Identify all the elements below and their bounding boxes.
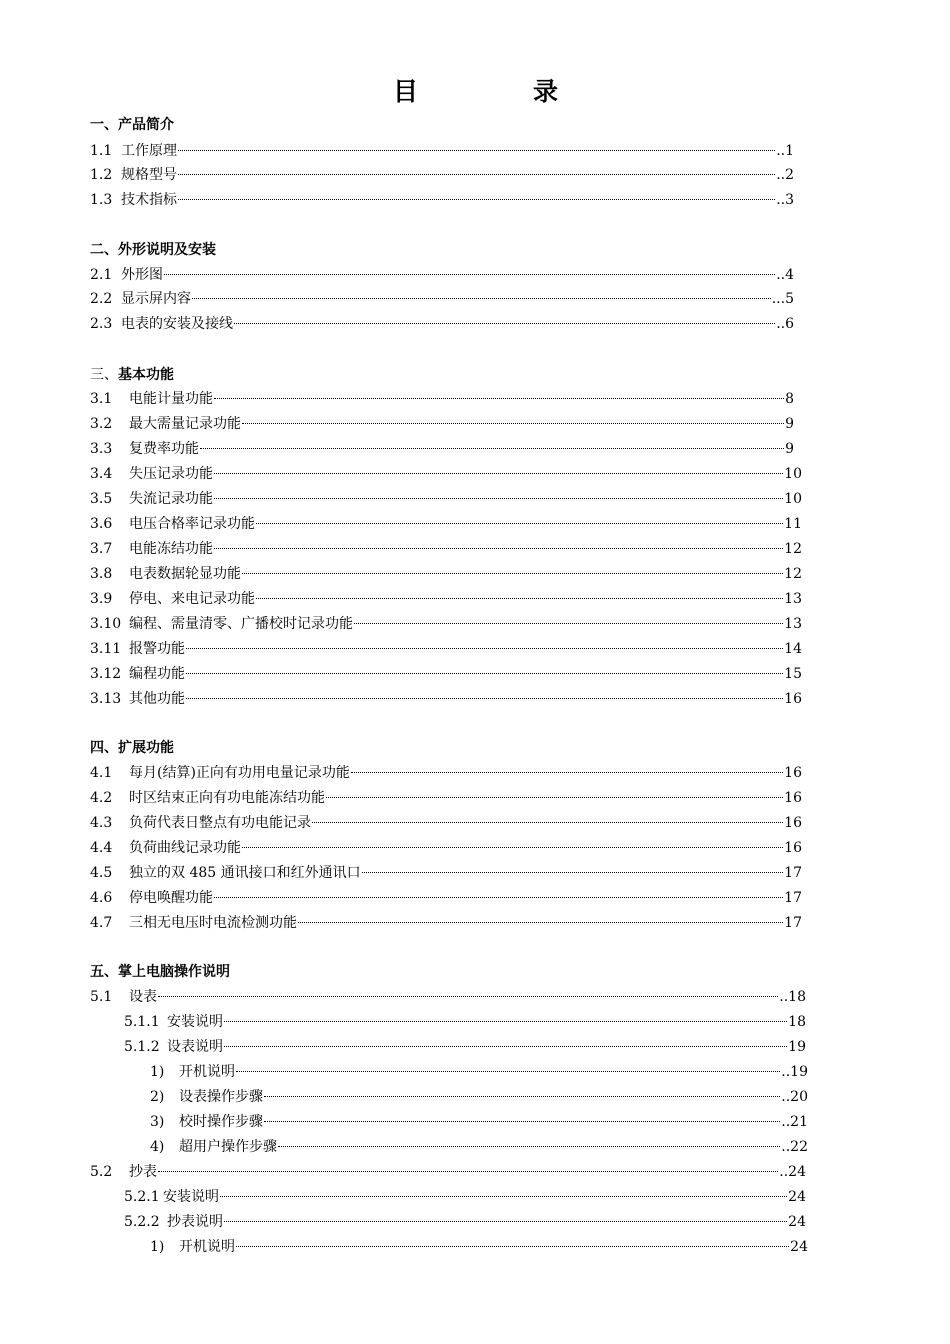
toc-entry-number: 3.1 — [90, 391, 113, 407]
toc-entry-page: ..21 — [781, 1114, 808, 1130]
toc-entry[interactable] — [90, 763, 802, 783]
toc-dot-leader — [214, 897, 783, 898]
section-heading-prefix: 三、 — [90, 367, 118, 383]
toc-entry[interactable] — [90, 863, 802, 883]
toc-entry-page: 10 — [784, 491, 802, 507]
toc-entry[interactable] — [90, 614, 802, 634]
toc-dot-leader — [236, 1071, 780, 1072]
toc-entry-label: 电表数据轮显功能 — [129, 566, 241, 582]
toc-entry[interactable] — [150, 1112, 808, 1132]
toc-entry-page: 14 — [784, 641, 802, 657]
toc-entry-label: 报警功能 — [129, 641, 185, 657]
toc-entry-page: 12 — [784, 541, 802, 557]
toc-entry-page: 16 — [784, 815, 802, 831]
toc-entry[interactable] — [124, 1212, 806, 1232]
toc-entry-label: 技术指标 — [121, 192, 177, 208]
toc-entry-number: 5.1.2 — [124, 1039, 160, 1055]
toc-entry-number: 5.2.1 — [124, 1189, 160, 1205]
toc-entry-label: 负荷代表日整点有功电能记录 — [129, 815, 311, 831]
toc-entry-page: 12 — [784, 566, 802, 582]
toc-dot-leader — [234, 323, 775, 324]
toc-entry-label: 停电、来电记录功能 — [129, 591, 255, 607]
toc-entry-page: 16 — [784, 840, 802, 856]
toc-entry-label: 外形图 — [121, 267, 163, 283]
toc-entry-label: 安装说明 — [167, 1014, 223, 1030]
toc-entry-number: 4.5 — [90, 865, 113, 881]
toc-dot-leader — [264, 1096, 780, 1097]
toc-dot-leader — [354, 623, 783, 624]
toc-title-char-1: 目 — [393, 77, 419, 106]
toc-entry-label: 电压合格率记录功能 — [129, 516, 255, 532]
toc-entry[interactable] — [150, 1137, 808, 1157]
toc-dot-leader — [220, 1196, 787, 1197]
section-heading: 五、掌上电脑操作说明 — [90, 964, 230, 980]
toc-entry-label: 设表 — [129, 989, 157, 1005]
toc-dot-leader — [224, 1221, 787, 1222]
toc-entry-page: 17 — [784, 890, 802, 906]
toc-entry-label: 开机说明 — [179, 1239, 235, 1255]
toc-entry[interactable] — [90, 589, 802, 609]
section-heading: 一、产品简介 — [90, 117, 174, 133]
toc-entry[interactable] — [90, 539, 802, 559]
toc-dot-leader — [164, 274, 775, 275]
toc-dot-leader — [224, 1021, 787, 1022]
toc-entry[interactable] — [90, 190, 794, 210]
toc-entry-page: 11 — [784, 516, 802, 532]
toc-entry[interactable] — [90, 1162, 806, 1182]
toc-dot-leader — [312, 822, 783, 823]
toc-entry-number: 1) — [150, 1239, 165, 1255]
toc-entry-label: 负荷曲线记录功能 — [129, 840, 241, 856]
toc-entry-page: ..6 — [776, 316, 794, 332]
toc-dot-leader — [186, 673, 783, 674]
toc-entry-label: 编程、需量清零、广播校时记录功能 — [129, 616, 353, 632]
toc-entry-number: 3.8 — [90, 566, 113, 582]
toc-entry-number: 1.2 — [90, 167, 113, 183]
toc-entry-page: 15 — [784, 666, 802, 682]
toc-entry-page: ..3 — [776, 192, 794, 208]
toc-entry[interactable] — [124, 1012, 806, 1032]
toc-entry-label: 编程功能 — [129, 666, 185, 682]
toc-entry[interactable] — [90, 987, 806, 1007]
toc-dot-leader — [158, 1171, 778, 1172]
toc-entry-number: 5.2 — [90, 1164, 113, 1180]
toc-entry-label: 电表的安装及接线 — [121, 316, 233, 332]
toc-entry-page: 16 — [784, 691, 802, 707]
toc-dot-leader — [214, 473, 783, 474]
toc-dot-leader — [178, 174, 775, 175]
toc-entry-label: 三相无电压时电流检测功能 — [129, 915, 297, 931]
toc-entry[interactable] — [124, 1187, 806, 1207]
toc-entry-label: 设表操作步骤 — [179, 1089, 263, 1105]
toc-entry[interactable] — [150, 1062, 808, 1082]
toc-entry[interactable] — [90, 165, 794, 185]
toc-entry[interactable] — [90, 913, 802, 933]
toc-entry-page: ...5 — [771, 291, 794, 307]
toc-entry-number: 3.9 — [90, 591, 113, 607]
toc-dot-leader — [214, 398, 784, 399]
toc-entry[interactable] — [90, 689, 802, 709]
section-heading — [90, 365, 174, 385]
toc-dot-leader — [298, 922, 783, 923]
toc-entry[interactable] — [90, 664, 802, 684]
toc-dot-leader — [351, 772, 783, 773]
toc-entry-label: 失流记录功能 — [129, 491, 213, 507]
toc-entry[interactable] — [150, 1237, 808, 1257]
toc-entry[interactable] — [90, 141, 794, 161]
toc-entry-page: ..22 — [781, 1139, 808, 1155]
toc-dot-leader — [278, 1146, 780, 1147]
toc-entry-label: 停电唤醒功能 — [129, 890, 213, 906]
toc-entry-number: 4.7 — [90, 915, 113, 931]
toc-dot-leader — [186, 698, 783, 699]
toc-entry[interactable] — [90, 439, 794, 459]
toc-entry-label: 规格型号 — [121, 167, 177, 183]
toc-entry-number: 3.6 — [90, 516, 113, 532]
toc-entry-label: 显示屏内容 — [121, 291, 191, 307]
toc-entry-page: 9 — [785, 441, 794, 457]
toc-entry[interactable] — [90, 788, 802, 808]
toc-entry-page: 16 — [784, 765, 802, 781]
toc-entry-page: 8 — [785, 391, 794, 407]
toc-entry[interactable] — [90, 489, 802, 509]
toc-entry-label: 电能计量功能 — [129, 391, 213, 407]
toc-entry-number: 3.11 — [90, 641, 122, 657]
toc-entry-page: ..20 — [781, 1089, 808, 1105]
toc-entry-number: 5.1.1 — [124, 1014, 160, 1030]
toc-entry-label: 安装说明 — [163, 1189, 219, 1205]
toc-dot-leader — [214, 548, 783, 549]
toc-entry-number: 3.7 — [90, 541, 113, 557]
toc-entry-label: 设表说明 — [167, 1039, 223, 1055]
toc-entry[interactable] — [90, 289, 794, 309]
toc-entry-label: 每月(结算)正向有功用电量记录功能 — [129, 765, 350, 781]
toc-entry-number: 1) — [150, 1064, 165, 1080]
toc-entry-label: 抄表说明 — [167, 1214, 223, 1230]
toc-entry-page: ..1 — [776, 143, 794, 159]
section-heading-text: 基本功能 — [118, 367, 174, 383]
toc-entry[interactable] — [124, 1037, 806, 1057]
toc-entry-number: 3.10 — [90, 616, 122, 632]
toc-entry-number: 3) — [150, 1114, 165, 1130]
toc-entry-number: 5.1 — [90, 989, 113, 1005]
toc-entry-number: 3.12 — [90, 666, 122, 682]
toc-entry-page: 13 — [784, 591, 802, 607]
section-heading: 二、外形说明及安装 — [90, 242, 216, 258]
toc-entry[interactable] — [90, 639, 802, 659]
toc-entry[interactable] — [90, 514, 802, 534]
toc-entry-number: 4.6 — [90, 890, 113, 906]
toc-entry-number: 2.1 — [90, 267, 113, 283]
section-heading: 四、扩展功能 — [90, 740, 174, 756]
toc-entry-page: ..24 — [779, 1164, 806, 1180]
toc-entry[interactable] — [90, 564, 802, 584]
toc-entry-number: 1.1 — [90, 143, 113, 159]
toc-entry-number: 5.2.2 — [124, 1214, 160, 1230]
toc-entry[interactable] — [90, 464, 802, 484]
toc-entry-page: 10 — [784, 466, 802, 482]
toc-entry-number: 4.4 — [90, 840, 113, 856]
toc-dot-leader — [242, 847, 783, 848]
toc-entry[interactable] — [90, 888, 802, 908]
toc-entry-label: 复费率功能 — [129, 441, 199, 457]
toc-dot-leader — [192, 298, 771, 299]
toc-entry-page: 17 — [784, 915, 802, 931]
toc-entry-label: 独立的双 485 通讯接口和红外通讯口 — [129, 865, 361, 881]
toc-dot-leader — [178, 199, 775, 200]
toc-dot-leader — [242, 423, 784, 424]
toc-entry-page: 19 — [788, 1039, 806, 1055]
toc-entry-page: ..4 — [776, 267, 794, 283]
toc-entry-number: 4.3 — [90, 815, 113, 831]
toc-entry-label: 超用户操作步骤 — [179, 1139, 277, 1155]
toc-entry-number: 2.3 — [90, 316, 113, 332]
toc-dot-leader — [326, 797, 783, 798]
toc-entry[interactable] — [90, 314, 794, 334]
toc-entry-page: 24 — [788, 1189, 806, 1205]
toc-entry-page: 18 — [788, 1014, 806, 1030]
toc-entry-number: 2.2 — [90, 291, 113, 307]
toc-entry-number: 4.2 — [90, 790, 113, 806]
toc-dot-leader — [186, 648, 783, 649]
toc-entry-number: 4.1 — [90, 765, 113, 781]
toc-entry-page: 24 — [790, 1239, 808, 1255]
toc-entry-label: 开机说明 — [179, 1064, 235, 1080]
toc-entry-label: 时区结束正向有功电能冻结功能 — [129, 790, 325, 806]
toc-entry-label: 其他功能 — [129, 691, 185, 707]
toc-entry-number: 2) — [150, 1089, 165, 1105]
toc-entry[interactable] — [90, 389, 794, 409]
toc-dot-leader — [178, 150, 775, 151]
toc-dot-leader — [158, 996, 778, 997]
toc-entry-page: 9 — [785, 416, 794, 432]
toc-entry-number: 3.2 — [90, 416, 113, 432]
toc-entry-number: 3.3 — [90, 441, 113, 457]
toc-entry-number: 4) — [150, 1139, 165, 1155]
toc-entry-number: 1.3 — [90, 192, 113, 208]
toc-dot-leader — [256, 598, 783, 599]
toc-entry-page: ..19 — [781, 1064, 808, 1080]
toc-entry-label: 抄表 — [129, 1164, 157, 1180]
toc-entry-label: 失压记录功能 — [129, 466, 213, 482]
toc-dot-leader — [362, 872, 784, 873]
toc-entry-label: 工作原理 — [121, 143, 177, 159]
toc-entry[interactable] — [90, 838, 802, 858]
toc-entry[interactable] — [90, 414, 794, 434]
toc-entry-page: 17 — [784, 865, 802, 881]
toc-entry[interactable] — [90, 813, 802, 833]
toc-entry-page: 24 — [788, 1214, 806, 1230]
toc-dot-leader — [236, 1246, 789, 1247]
toc-entry-label: 电能冻结功能 — [129, 541, 213, 557]
toc-entry[interactable] — [150, 1087, 808, 1107]
toc-entry-page: 16 — [784, 790, 802, 806]
toc-dot-leader — [256, 523, 783, 524]
toc-dot-leader — [214, 498, 783, 499]
toc-entry-number: 3.4 — [90, 466, 113, 482]
toc-entry-label: 最大需量记录功能 — [129, 416, 241, 432]
toc-entry-page: ..18 — [779, 989, 806, 1005]
toc-title-char-2: 录 — [533, 77, 559, 106]
toc-entry-number: 3.5 — [90, 491, 113, 507]
toc-entry-label: 校时操作步骤 — [179, 1114, 263, 1130]
toc-dot-leader — [242, 573, 783, 574]
toc-entry[interactable] — [90, 265, 794, 285]
toc-title — [0, 72, 950, 108]
toc-dot-leader — [264, 1121, 780, 1122]
toc-entry-page: ..2 — [776, 167, 794, 183]
toc-dot-leader — [200, 448, 784, 449]
toc-entry-number: 3.13 — [90, 691, 122, 707]
toc-dot-leader — [224, 1046, 787, 1047]
toc-entry-page: 13 — [784, 616, 802, 632]
